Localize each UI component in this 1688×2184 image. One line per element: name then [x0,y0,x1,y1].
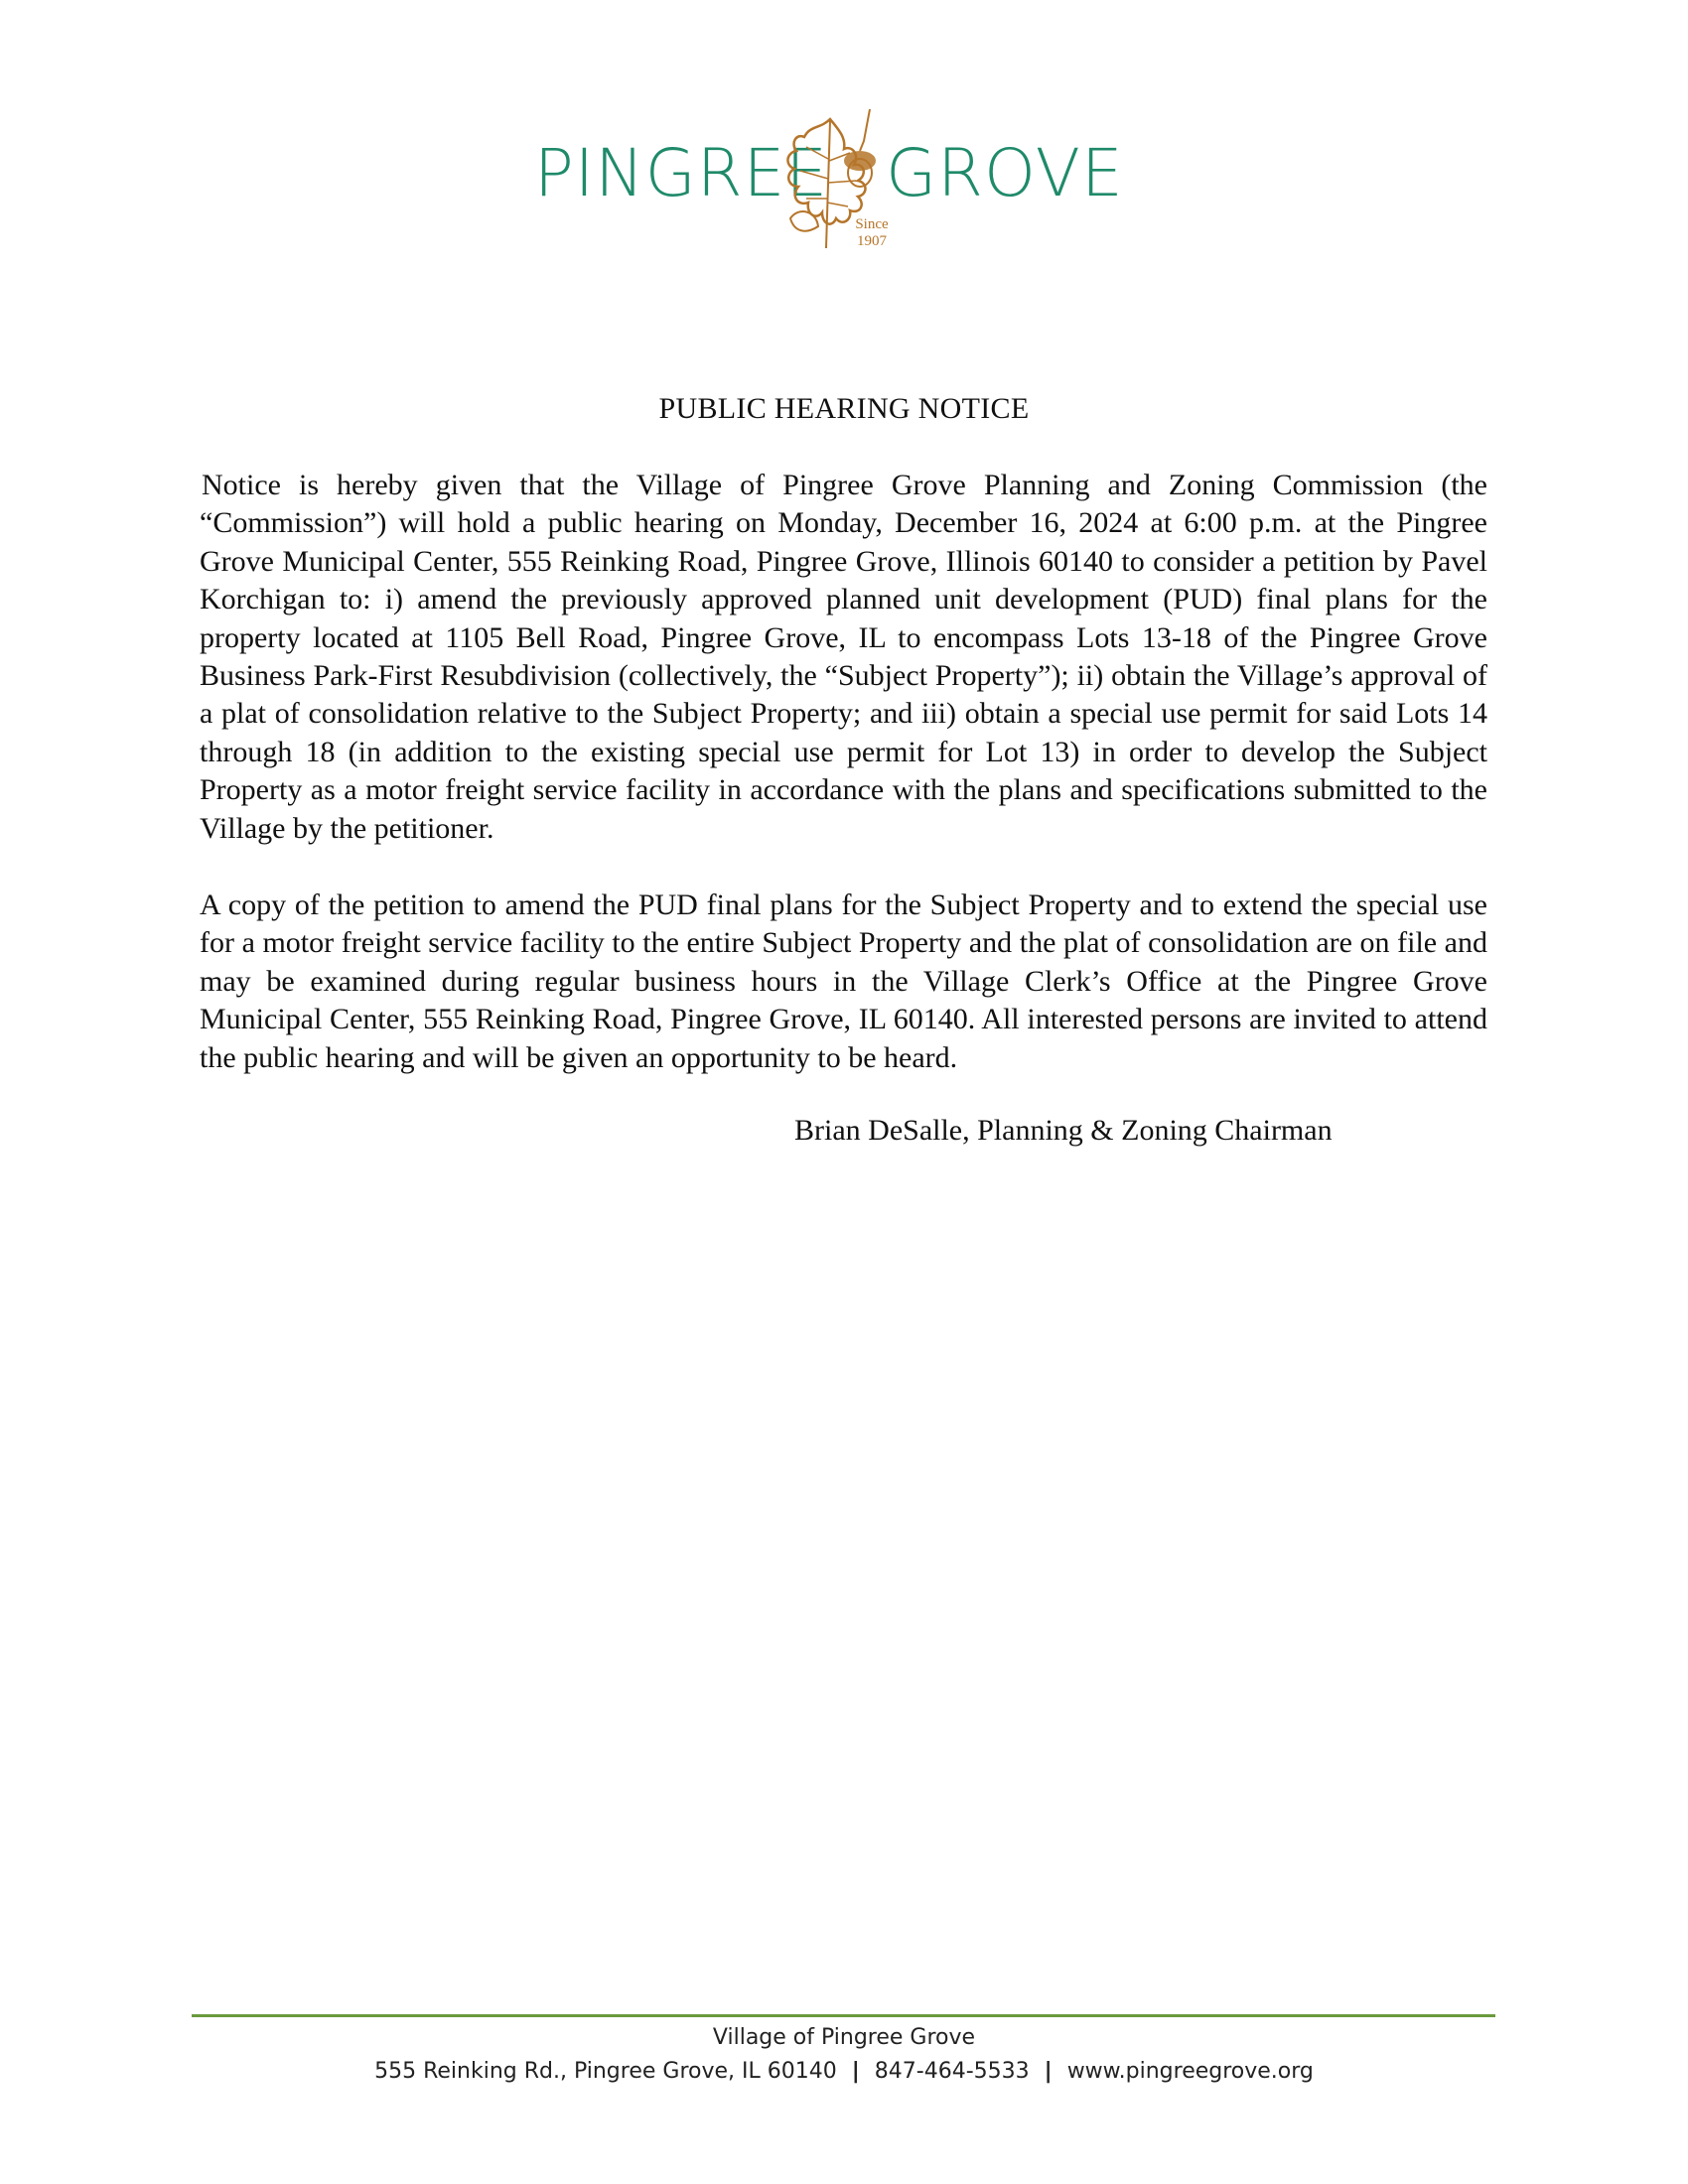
signature-line: Brian DeSalle, Planning & Zoning Chairman [794,1114,1333,1147]
footer-divider [192,2014,1495,2017]
footer-phone: 847-464-5533 [874,2059,1030,2084]
village-logo [526,99,1162,268]
logo-since-year: 1907 [857,233,887,249]
logo-since-label [842,216,902,250]
notice-title: PUBLIC HEARING NOTICE [658,392,1030,425]
notice-paragraph-2: A copy of the petition to amend the PUD final plans for the Subject Property and to extend the special use for a motor freight service facility to the entire Subject Property and the plat of consolidation are on file and may be examined during regular business hours in the Village Clerk’s Office at the Pingree Grove Municipal Center, 555 Reinking Road, Pingree Grove, IL 60140. All interested persons are invited to attend the public hearing and will be given an opportunity to be heard. [200,888,1487,1074]
footer-village-name: Village of Pingree Grove [712,2025,976,2050]
logo-word-pingree: PINGREE [534,135,829,211]
footer-separator: | [1044,2059,1053,2084]
notice-paragraph-1: Notice is hereby given that the Village of Pingree Grove Planning and Zoning Commission (the “Commission”) will hold a public hearing on Monday, December 16, 2024 at 6:00 p.m. at the Pingree Grove Municipal Center, 555 Reinking Road, Pingree Grove, Illinois 60140 to consider a petition by Pavel Korchigan to: i) amend the previously approved planned unit development (PUD) final plans for the property located at 1105 Bell Road, Pingree Grove, IL to encompass Lots 13-18 of the Pingree Grove Business Park-First Resubdivision (collectively, the “Subject Property”); ii) obtain the Village’s approval of a plat of consolidation relative to the Subject Property; and iii) obtain a special use permit for said Lots 14 through 18 (in addition to the existing special use permit for Lot 13) in order to develop the Subject Property as a motor freight service facility in accordance with the plans and specifications submitted to the Village by the petitioner. [200,469,1487,845]
footer-address: 555 Reinking Rd., Pingree Grove, IL 60140 [374,2059,837,2084]
logo-since-text: Since [855,216,889,232]
logo-word-grove: GROVE [886,135,1124,211]
footer-separator: | [851,2059,860,2084]
footer-contact-line [0,2059,1688,2084]
footer-website-link[interactable]: www.pingreegrove.org [1066,2059,1314,2084]
